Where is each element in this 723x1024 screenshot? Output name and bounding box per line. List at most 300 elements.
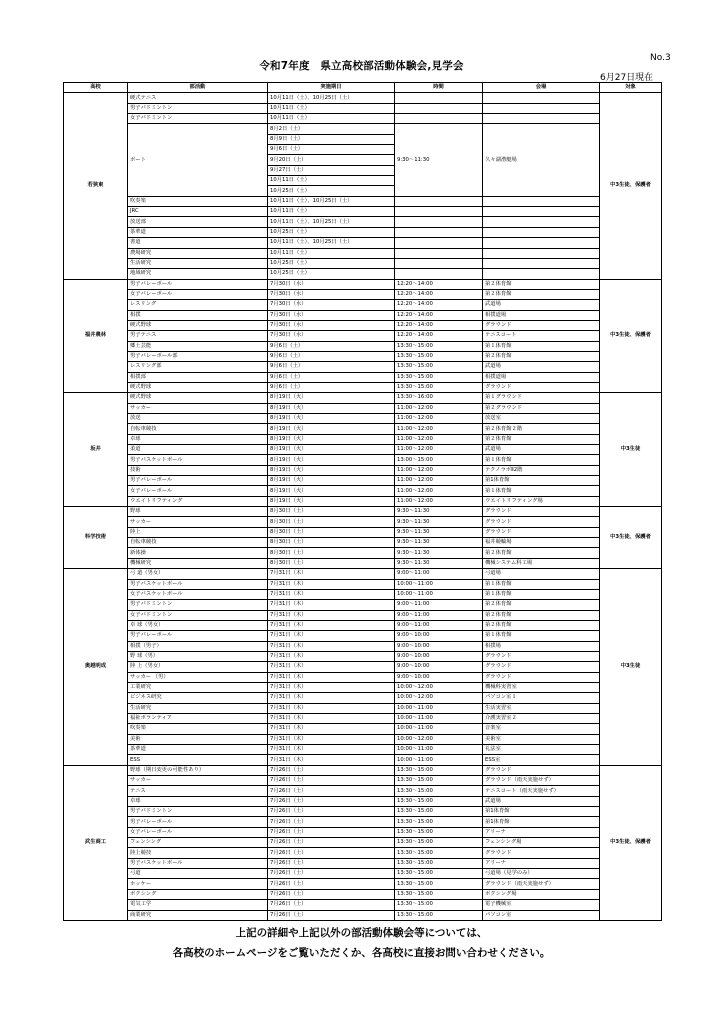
venue-cell: [483, 114, 600, 124]
date-cell: 8月19日（火）: [268, 445, 395, 455]
table-row: [64, 362, 662, 372]
venue-cell: テニスコート: [483, 331, 600, 341]
table-row: [64, 476, 662, 486]
table-row: [64, 703, 662, 713]
venue-cell: 武道場: [483, 445, 600, 455]
venue-cell: 第２グラウンド: [483, 403, 600, 413]
club-cell: 福祉ボランティア: [128, 713, 268, 723]
table-row: [64, 114, 662, 124]
table-row: [64, 713, 662, 723]
time-cell: [395, 207, 483, 217]
venue-cell: テクノラボⅡ2階: [483, 465, 600, 475]
table-row: [64, 279, 662, 289]
time-cell: 13:30～15:00: [395, 838, 483, 848]
date-cell: 10月25日（土）: [268, 269, 395, 279]
club-cell: 男子バレーボール: [128, 476, 268, 486]
venue-cell: ボクシング場: [483, 889, 600, 899]
table-row: [64, 538, 662, 548]
venue-cell: グラウンド: [483, 848, 600, 858]
club-cell: サッカー: [128, 776, 268, 786]
club-cell: 卓 球（男女）: [128, 620, 268, 630]
date-cell: 7月26日（土）: [268, 869, 395, 879]
date-cell: 7月30日（水）: [268, 331, 395, 341]
venue-cell: グラウンド: [483, 507, 600, 517]
club-cell: ホッケー: [128, 879, 268, 889]
time-cell: [395, 258, 483, 268]
time-cell: 9:30～11:30: [395, 558, 483, 568]
club-cell: 女子バレーボール: [128, 289, 268, 299]
club-cell: 陸上: [128, 527, 268, 537]
table-row: [64, 838, 662, 848]
club-cell: 新体操: [128, 548, 268, 558]
date-cell: 8月19日（火）: [268, 465, 395, 475]
table-row: [64, 796, 662, 806]
table-row: [64, 217, 662, 227]
date-cell: 10月11日（土）: [268, 176, 395, 186]
venue-cell: 弓道場（見学のみ）: [483, 869, 600, 879]
date-cell: 10月11日（土）、10月25日（土）: [268, 196, 395, 206]
date-cell: 8月19日（火）: [268, 455, 395, 465]
date-cell: 10月11日（土）: [268, 207, 395, 217]
time-cell: 13:30～15:00: [395, 817, 483, 827]
venue-cell: 第１体育館: [483, 341, 600, 351]
time-cell: [395, 238, 483, 248]
table-row: [64, 879, 662, 889]
club-cell: 男子バドミントン: [128, 600, 268, 610]
venue-cell: 福井競輪場: [483, 538, 600, 548]
time-cell: 13:30～15:00: [395, 786, 483, 796]
target-cell: 中3生徒、保護者: [600, 93, 662, 279]
venue-cell: [483, 227, 600, 237]
club-cell: 美術: [128, 734, 268, 744]
club-cell: レスリング: [128, 300, 268, 310]
date-cell: 9月27日（土）: [268, 165, 395, 175]
club-cell: 郷土芸能: [128, 341, 268, 351]
time-cell: 13:30～15:00: [395, 382, 483, 392]
time-cell: 9:30～11:30: [395, 538, 483, 548]
table-row: [64, 238, 662, 248]
time-cell: 9:00～11:00: [395, 569, 483, 579]
club-cell: 女子バレーボール: [128, 827, 268, 837]
table-row: [64, 486, 662, 496]
venue-cell: グラウンド: [483, 662, 600, 672]
date-cell: 10月11日（土）、10月25日（土）: [268, 93, 395, 103]
date-cell: 10月11日（土）: [268, 248, 395, 258]
club-cell: 硬式野球: [128, 320, 268, 330]
club-cell: 女子バレーボール: [128, 486, 268, 496]
time-cell: 11:00～12:00: [395, 403, 483, 413]
date-cell: 8月19日（火）: [268, 486, 395, 496]
table-row: [64, 817, 662, 827]
table-row: [64, 445, 662, 455]
date-cell: 8月30日（土）: [268, 527, 395, 537]
table-row: [64, 579, 662, 589]
time-cell: 11:00～12:00: [395, 476, 483, 486]
time-cell: 11:00～12:00: [395, 486, 483, 496]
venue-cell: 介護実習室２: [483, 713, 600, 723]
club-cell: 男子バスケットボール: [128, 455, 268, 465]
date-cell: 8月30日（土）: [268, 507, 395, 517]
venue-cell: 第２体育館: [483, 548, 600, 558]
date-cell: 7月31日（木）: [268, 755, 395, 765]
table-row: [64, 372, 662, 382]
venue-cell: アリーナ: [483, 858, 600, 868]
page-title: 令和7年度 県立高校部活動体験会,見学会: [259, 60, 464, 72]
club-cell: 弓 道（男女）: [128, 569, 268, 579]
date-cell: 7月31日（木）: [268, 569, 395, 579]
club-cell: 卓球: [128, 796, 268, 806]
date-cell: 8月2日（土）: [268, 124, 395, 134]
time-cell: 13:30～15:00: [395, 776, 483, 786]
time-cell: 11:00～12:00: [395, 414, 483, 424]
date-cell: 7月31日（木）: [268, 631, 395, 641]
time-cell: 9:30～11:30: [395, 507, 483, 517]
date-cell: 7月26日（土）: [268, 879, 395, 889]
time-cell: 9:00～10:00: [395, 672, 483, 682]
time-cell: 11:00～12:00: [395, 465, 483, 475]
time-cell: 13:30～15:00: [395, 765, 483, 775]
date-cell: 7月26日（土）: [268, 827, 395, 837]
venue-cell: 第１体育館: [483, 631, 600, 641]
table-row: [64, 320, 662, 330]
date-cell: 8月19日（火）: [268, 476, 395, 486]
club-cell: ボート: [128, 124, 268, 196]
date-cell: 7月31日（木）: [268, 672, 395, 682]
club-cell: 野球（期日変更の可能性あり）: [128, 765, 268, 775]
header-target: 対象: [600, 83, 662, 93]
time-cell: 9:00～10:00: [395, 631, 483, 641]
venue-cell: [483, 93, 600, 103]
date-cell: 7月31日（木）: [268, 724, 395, 734]
time-cell: 11:00～12:00: [395, 445, 483, 455]
time-cell: [395, 269, 483, 279]
club-cell: 機械研究: [128, 558, 268, 568]
as-of-date: 6月27日現在: [600, 73, 654, 83]
table-row: [64, 424, 662, 434]
date-cell: 7月26日（土）: [268, 900, 395, 910]
date-cell: 7月31日（木）: [268, 589, 395, 599]
club-cell: 商業研究: [128, 910, 268, 920]
venue-cell: [483, 238, 600, 248]
venue-cell: パソコン室１: [483, 693, 600, 703]
venue-cell: パソコン室: [483, 910, 600, 920]
header-time: 時間: [395, 83, 483, 93]
time-cell: 10:00～11:00: [395, 579, 483, 589]
table-row: [64, 858, 662, 868]
date-cell: 7月31日（木）: [268, 651, 395, 661]
club-cell: 陸 上（男女）: [128, 662, 268, 672]
date-cell: 7月26日（土）: [268, 889, 395, 899]
date-cell: 7月30日（水）: [268, 279, 395, 289]
venue-cell: グラウンド（雨天実施せず）: [483, 776, 600, 786]
date-cell: 10月25日（土）: [268, 227, 395, 237]
time-cell: [395, 93, 483, 103]
club-cell: 女子バスケットボール: [128, 589, 268, 599]
date-cell: 7月31日（木）: [268, 713, 395, 723]
table-row: [64, 827, 662, 837]
time-cell: 9:00～11:00: [395, 610, 483, 620]
school-name-cell: 奥越明成: [64, 569, 128, 766]
date-cell: 7月26日（土）: [268, 910, 395, 920]
venue-cell: 電子機械室: [483, 900, 600, 910]
club-cell: 男子バレーボール部: [128, 351, 268, 361]
venue-cell: 相撲場: [483, 641, 600, 651]
time-cell: 13:30～15:00: [395, 362, 483, 372]
table-row: [64, 455, 662, 465]
venue-cell: グラウンド: [483, 517, 600, 527]
date-cell: 8月30日（土）: [268, 558, 395, 568]
club-cell: 農場研究: [128, 248, 268, 258]
club-cell: 男子バスケットボール: [128, 858, 268, 868]
table-row: [64, 569, 662, 579]
club-cell: 自転車競技: [128, 538, 268, 548]
club-cell: ボクシング: [128, 889, 268, 899]
time-cell: 13:30～15:00: [395, 372, 483, 382]
venue-cell: 相撲道場: [483, 372, 600, 382]
venue-cell: [483, 103, 600, 113]
club-cell: 女子バドミントン: [128, 610, 268, 620]
time-cell: 12:20～14:00: [395, 320, 483, 330]
table-row: [64, 403, 662, 413]
club-cell: サッカー: [128, 517, 268, 527]
venue-cell: 武道場: [483, 300, 600, 310]
time-cell: 10:00～11:00: [395, 745, 483, 755]
club-cell: フェンシング: [128, 838, 268, 848]
club-cell: 茶華道: [128, 745, 268, 755]
header-date: 実施期日: [268, 83, 395, 93]
date-cell: 9月6日（土）: [268, 145, 395, 155]
club-cell: 男子バドミントン: [128, 807, 268, 817]
venue-cell: 武道場: [483, 362, 600, 372]
venue-cell: 第1体育館: [483, 807, 600, 817]
table-row: [64, 734, 662, 744]
time-cell: 9:30～11:30: [395, 124, 483, 196]
time-cell: 12:20～14:00: [395, 300, 483, 310]
table-row: [64, 310, 662, 320]
date-cell: 10月25日（土）: [268, 186, 395, 196]
venue-cell: 礼法室: [483, 745, 600, 755]
venue-cell: グラウンド: [483, 320, 600, 330]
header-venue: 会場: [483, 83, 600, 93]
table-row: [64, 258, 662, 268]
date-cell: 8月30日（土）: [268, 548, 395, 558]
date-cell: 7月31日（木）: [268, 600, 395, 610]
club-cell: 吹奏楽: [128, 724, 268, 734]
header-school: 高校: [64, 83, 128, 93]
club-cell: 男子バレーボール: [128, 817, 268, 827]
date-cell: 8月30日（土）: [268, 517, 395, 527]
table-row: [64, 641, 662, 651]
date-cell: 7月30日（水）: [268, 310, 395, 320]
date-cell: 7月31日（木）: [268, 620, 395, 630]
club-cell: 硬式テニス: [128, 93, 268, 103]
time-cell: 13:30～15:00: [395, 341, 483, 351]
table-row: [64, 745, 662, 755]
date-cell: 10月11日（土）: [268, 114, 395, 124]
club-cell: 生活研究: [128, 258, 268, 268]
date-cell: 7月31日（木）: [268, 579, 395, 589]
time-cell: 10:00～11:00: [395, 755, 483, 765]
date-cell: 7月31日（木）: [268, 693, 395, 703]
time-cell: 10:00～12:00: [395, 693, 483, 703]
date-cell: 8月30日（土）: [268, 538, 395, 548]
venue-cell: グラウンド: [483, 765, 600, 775]
venue-cell: 久々湖漕艇場: [483, 124, 600, 196]
venue-cell: 第１グラウンド: [483, 393, 600, 403]
table-row: [64, 889, 662, 899]
date-cell: 9月20日（土）: [268, 155, 395, 165]
venue-cell: グラウンド（雨天実施せず）: [483, 879, 600, 889]
time-cell: 9:30～11:30: [395, 548, 483, 558]
table-row: [64, 589, 662, 599]
club-cell: JRC: [128, 207, 268, 217]
time-cell: [395, 196, 483, 206]
venue-cell: 第２体育館: [483, 279, 600, 289]
venue-cell: 第２体育館: [483, 610, 600, 620]
date-cell: 9月6日（土）: [268, 362, 395, 372]
school-name-cell: 福井農林: [64, 279, 128, 393]
table-row: [64, 507, 662, 517]
time-cell: 10:00～12:00: [395, 682, 483, 692]
table-row: [64, 289, 662, 299]
date-cell: 8月9日（土）: [268, 134, 395, 144]
venue-cell: 第２体育館: [483, 600, 600, 610]
date-cell: 7月31日（木）: [268, 734, 395, 744]
venue-cell: [483, 269, 600, 279]
table-row: [64, 900, 662, 910]
time-cell: 13:30～15:00: [395, 848, 483, 858]
table-row: [64, 196, 662, 206]
club-cell: ウエイトリフティング: [128, 496, 268, 506]
time-cell: 13:30～16:00: [395, 393, 483, 403]
date-cell: 7月26日（土）: [268, 838, 395, 848]
school-name-cell: 若狭東: [64, 93, 128, 279]
venue-cell: [483, 196, 600, 206]
table-row: [64, 207, 662, 217]
date-cell: 8月19日（火）: [268, 403, 395, 413]
table-row: [64, 300, 662, 310]
venue-cell: グラウンド: [483, 527, 600, 537]
time-cell: 10:00～12:00: [395, 734, 483, 744]
table-row: [64, 848, 662, 858]
footer-note-line2: 各高校のホームページをご覧いただくか、各高校に直接お問い合わせください。: [172, 947, 551, 959]
date-cell: 8月19日（火）: [268, 434, 395, 444]
club-cell: 硬式野球: [128, 393, 268, 403]
time-cell: 13:30～15:00: [395, 889, 483, 899]
date-cell: 7月31日（木）: [268, 641, 395, 651]
table-row: [64, 610, 662, 620]
venue-cell: アリーナ: [483, 827, 600, 837]
club-cell: レスリング部: [128, 362, 268, 372]
club-cell: 書道: [128, 238, 268, 248]
table-row: [64, 662, 662, 672]
date-cell: 7月31日（木）: [268, 703, 395, 713]
time-cell: 10:00～11:00: [395, 713, 483, 723]
club-cell: ビジネス研究: [128, 693, 268, 703]
date-cell: 9月6日（土）: [268, 341, 395, 351]
venue-cell: 生活実習室: [483, 703, 600, 713]
club-cell: 男子バレーボール: [128, 631, 268, 641]
time-cell: [395, 248, 483, 258]
club-cell: 男子バドミントン: [128, 103, 268, 113]
time-cell: 11:00～12:00: [395, 434, 483, 444]
table-row: [64, 465, 662, 475]
target-cell: 中3生徒、保護者: [600, 765, 662, 920]
time-cell: [395, 217, 483, 227]
time-cell: 13:30～15:00: [395, 858, 483, 868]
table-row: [64, 631, 662, 641]
table-row: [64, 103, 662, 113]
date-cell: 8月19日（火）: [268, 393, 395, 403]
time-cell: [395, 114, 483, 124]
date-cell: 7月30日（水）: [268, 289, 395, 299]
venue-cell: 音楽室: [483, 724, 600, 734]
venue-cell: 第１体育館: [483, 579, 600, 589]
club-cell: サッカー （男）: [128, 672, 268, 682]
club-cell: 男子バスケットボール: [128, 579, 268, 589]
table-row: [64, 620, 662, 630]
table-row: [64, 227, 662, 237]
club-cell: 技術: [128, 465, 268, 475]
table-row: [64, 693, 662, 703]
club-cell: 弓道: [128, 869, 268, 879]
venue-cell: 第１体育館: [483, 589, 600, 599]
time-cell: 9:00～11:00: [395, 620, 483, 630]
time-cell: 13:30～15:00: [395, 869, 483, 879]
table-row: [64, 517, 662, 527]
time-cell: 13:00～15:00: [395, 455, 483, 465]
table-row: [64, 672, 662, 682]
table-row: [64, 755, 662, 765]
time-cell: 13:30～15:00: [395, 910, 483, 920]
date-cell: 9月6日（土）: [268, 382, 395, 392]
date-cell: 7月26日（土）: [268, 848, 395, 858]
venue-cell: ESS室: [483, 755, 600, 765]
club-cell: 茶華道: [128, 227, 268, 237]
venue-cell: ウエイトリフティング場: [483, 496, 600, 506]
target-cell: 中3生徒、保護者: [600, 507, 662, 569]
time-cell: 13:30～15:00: [395, 879, 483, 889]
venue-cell: 機械科実習室: [483, 682, 600, 692]
date-cell: 7月26日（土）: [268, 776, 395, 786]
club-cell: 野球: [128, 507, 268, 517]
table-row: [64, 765, 662, 775]
schedule-table: [63, 82, 662, 921]
venue-cell: グラウンド: [483, 651, 600, 661]
venue-cell: 第1体育館: [483, 817, 600, 827]
club-cell: テニス: [128, 786, 268, 796]
date-cell: 7月31日（木）: [268, 610, 395, 620]
date-cell: 7月26日（土）: [268, 796, 395, 806]
venue-cell: グラウンド: [483, 672, 600, 682]
club-cell: 相撲（男子）: [128, 641, 268, 651]
date-cell: 10月25日（土）: [268, 258, 395, 268]
venue-cell: 機械システム科工場: [483, 558, 600, 568]
time-cell: 12:20～14:00: [395, 279, 483, 289]
time-cell: 10:00～11:00: [395, 589, 483, 599]
club-cell: 柔道: [128, 445, 268, 455]
school-name-cell: 坂井: [64, 393, 128, 507]
target-cell: 中3生徒: [600, 569, 662, 766]
time-cell: [395, 103, 483, 113]
club-cell: 地域研究: [128, 269, 268, 279]
table-row: [64, 496, 662, 506]
table-row: [64, 414, 662, 424]
table-row: [64, 724, 662, 734]
time-cell: 11:00～12:00: [395, 424, 483, 434]
date-cell: 7月26日（土）: [268, 807, 395, 817]
venue-cell: 第２体育館: [483, 434, 600, 444]
